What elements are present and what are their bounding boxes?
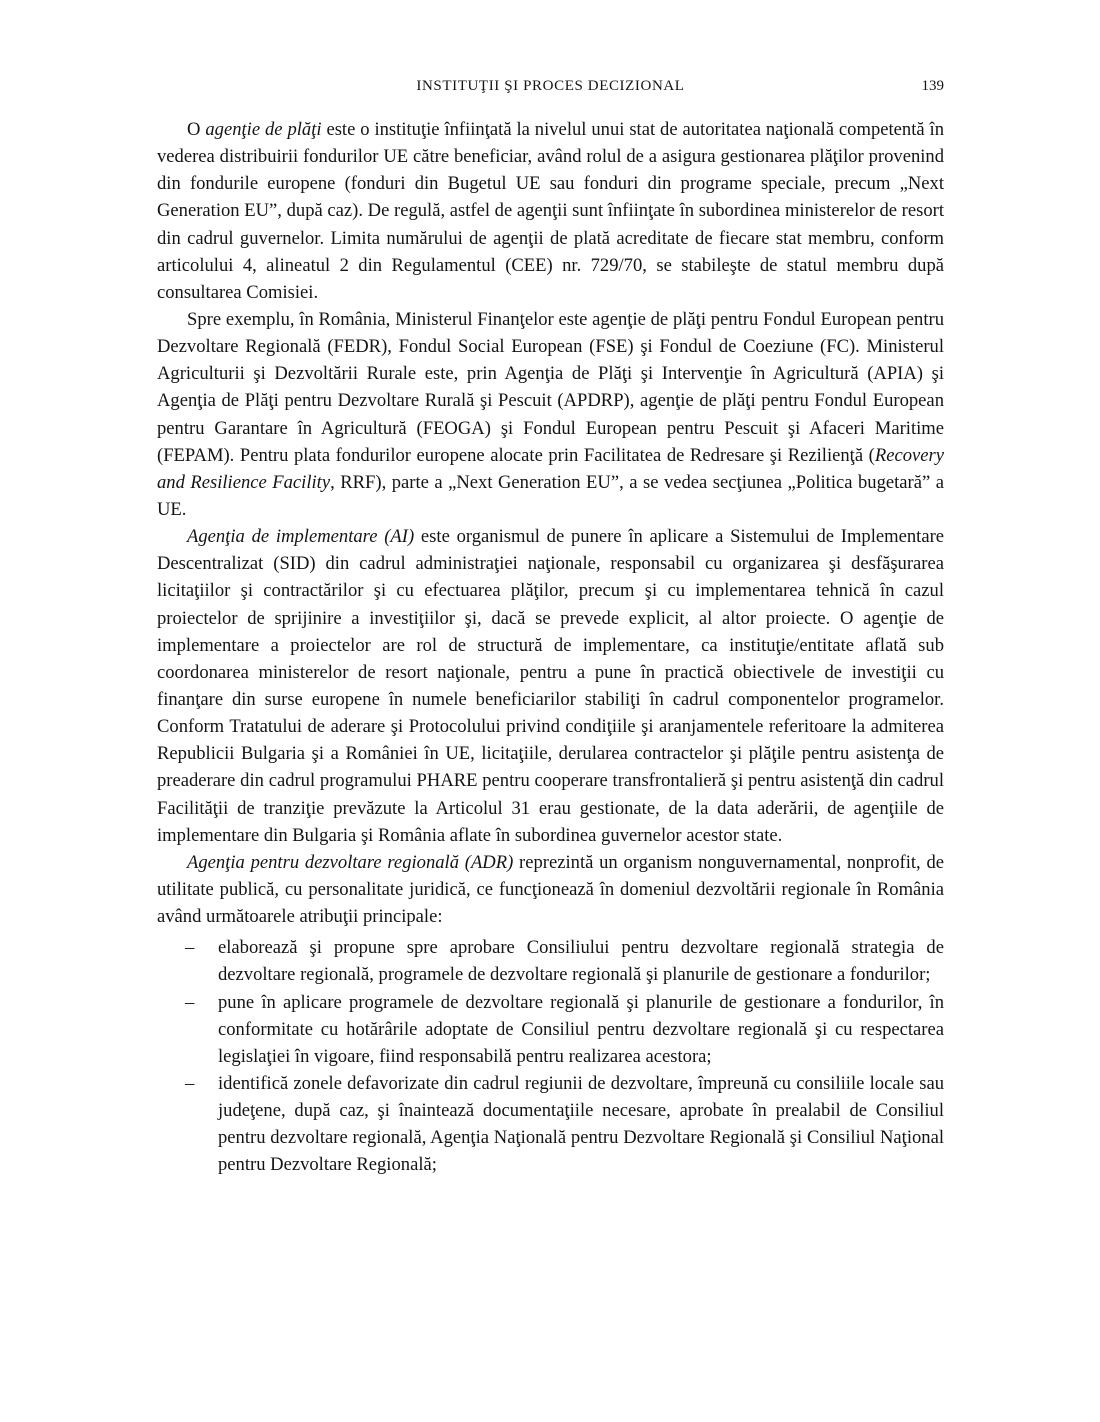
text-run: O xyxy=(187,119,206,140)
list-item xyxy=(185,934,944,988)
page-header xyxy=(157,76,944,100)
paragraph-agentia-dezvoltare-regionala xyxy=(157,849,944,930)
text-run: este organismul de punere în aplicare a Sistemului de Implementare Descentralizat (SID) din cadrul administraţiei naţionale, responsabil cu organizarea şi desfăşurarea licitaţiilor şi contractărilor şi cu efectuarea plăţilor, precum şi cu implementarea tehnică în cazul proiectelor de sprijinire a investiţiilor şi, dacă se prevede explicit, al altor proiecte. O agenţie de implementare a proiectelor are rol de structură de implementare, ca instituţie/entitate aflată sub coordonarea ministerelor de resort naţionale, pentru a pune în practică obiectivele de investiţii cu finanţare din surse europene în numele beneficiarilor stabiliţi în cadrul componentelor programelor. Conform Tratatului de aderare şi Protocolului privind condiţiile şi aranjamentele referitoare la admiterea Republicii Bulgaria şi a României în UE, licitaţiile, derularea contractelor şi plăţile pentru asistenţa de preaderare din cadrul programului PHARE pentru cooperare transfrontalieră şi pentru asistenţă din cadrul Facilităţii de tranziţie prevăzute la Articolul 31 erau gestionate, de la data aderării, de agenţiile de implementare din Bulgaria şi România aflate în subordinea guvernelor acestor state. xyxy=(157,526,945,846)
dash-marker: – xyxy=(185,1072,195,1094)
text-run-italic: Agenţia pentru dezvoltare regională (ADR) xyxy=(187,851,514,873)
text-run: , RRF), parte a „Next Generation EU”, a se vedea secţiunea „Politica bugetară” a UE. xyxy=(157,471,944,520)
running-header-title: INSTITUŢII ŞI PROCES DECIZIONAL xyxy=(416,78,685,94)
paragraph-agentia-de-implementare xyxy=(157,523,944,849)
list-item xyxy=(185,989,944,1070)
page-number: 139 xyxy=(921,78,944,94)
dash-marker: – xyxy=(185,937,195,959)
list-item-text: elaborează şi propune spre aprobare Consiliului pentru dezvoltare regională strategia de dezvoltare regională, programele de dezvoltare regională şi planurile de gestionare a fondurilor; xyxy=(218,937,944,986)
list-item-text: identifică zonele defavorizate din cadrul regiunii de dezvoltare, împreună cu consiliile locale sau judeţene, după caz, şi înaintează documentaţiile necesare, aprobate în prealabil de Consiliul pentru dezvoltare regională, Agenţia Naţională pentru Dezvoltare Regională şi Consiliul Naţional pentru Dezvoltare Regională; xyxy=(218,1072,944,1176)
text-run: este o instituţie înfiinţată la nivelul unui stat de autoritatea naţională competentă în vederea distribuirii fondurilor UE către beneficiar, având rolul de a asigura gestionarea plăţilor provenind din fondurile europene (fonduri din Bugetul UE sau fonduri din programe speciale, precum „Next Generation EU”, după caz). De regulă, astfel de agenţii sunt înfiinţate în subordinea ministerelor de resort din cadrul guvernelor. Limita numărului de agenţii de plată acreditate de fiecare stat membru, conform articolului 4, alineatul 2 din Regulamentul (CEE) nr. 729/70, se stabileşte de statul membru după consultarea Comisiei. xyxy=(157,119,944,303)
text-run-italic: agenţie de plăţi xyxy=(205,119,322,140)
list-item xyxy=(185,1070,944,1179)
dash-marker: – xyxy=(185,991,195,1013)
paragraph-exemplu-romania xyxy=(157,306,944,523)
text-run-italic: Agenţia de implementare (AI) xyxy=(187,526,415,548)
text-run: reprezintă un organism nonguvernamental, nonprofit, de utilitate publică, cu personalitate juridică, ce funcţionează în domeniul dezvoltării regionale în România având următoarele atribuţii principale: xyxy=(157,851,944,928)
attributions-list xyxy=(157,934,944,1178)
text-run: Spre exemplu, în România, Ministerul Finanţelor este agenţie de plăţi pentru Fondul European pentru Dezvoltare Regională (FEDR), Fondul Social European (FSE) şi Fondul de Coeziune (FC). Ministerul Agriculturii şi Dezvoltării Rurale este, prin Agenţia de Plăţi şi Intervenţie în Agricultură (APIA) şi Agenţia de Plăţi pentru Dezvoltare Rurală şi Pescuit (APDRP), agenţie de plăţi pentru Fondul European pentru Garantare în Agricultură (FEOGA) şi Fondul European pentru Pescuit şi Afaceri Maritime (FEPAM). Pentru plata fondurilor europene alocate prin Facilitatea de Redresare şi Rezilienţă ( xyxy=(157,308,944,466)
list-item-text: pune în aplicare programele de dezvoltare regională şi planurile de gestionare a fondurilor, în conformitate cu hotărârile adoptate de Consiliul pentru dezvoltare regională şi cu respectarea legislaţiei în vigoare, fiind responsabilă pentru realizarea acestora; xyxy=(218,991,944,1067)
paragraph-agentie-de-plati xyxy=(157,116,944,306)
text-run-italic: Recovery and Resilience Facility xyxy=(157,444,944,493)
